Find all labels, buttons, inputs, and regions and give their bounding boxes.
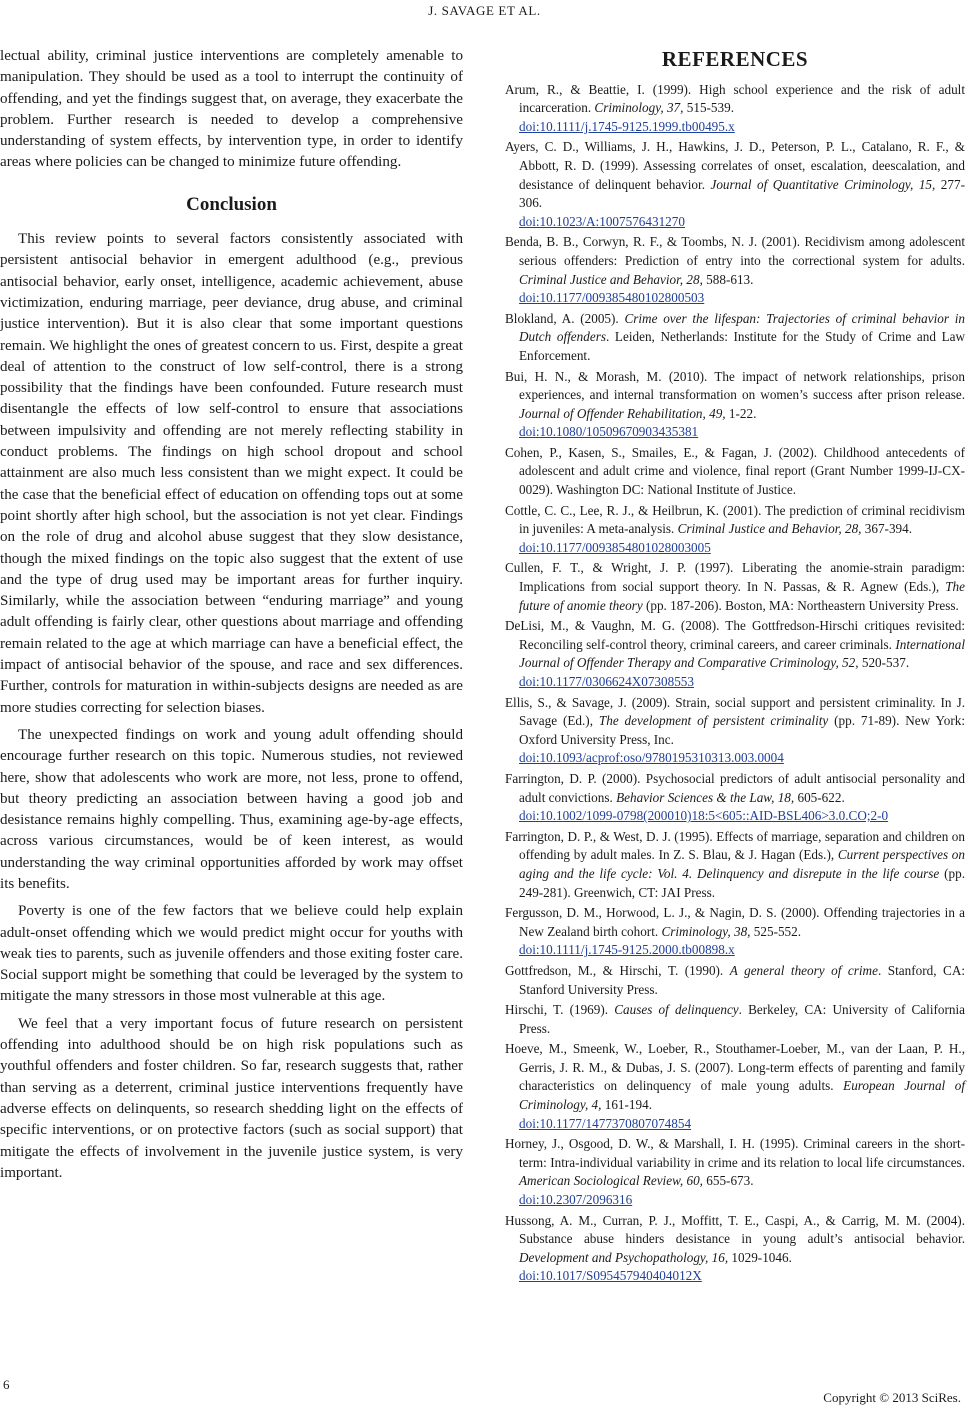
reference-pages: . Leiden, Netherlands: Institute for the Study of Crime and Law Enforcement.: [519, 329, 965, 363]
page-number: 6: [3, 1377, 10, 1392]
doi-link[interactable]: doi:10.1111/j.1745-9125.1999.tb00495.x: [519, 118, 735, 134]
doi-link[interactable]: doi:10.1177/1477370807074854: [519, 1115, 692, 1131]
reference-source-title: Current perspectives on aging and the life cycle: Vol. 4. Delinquency and disrepute in the life course: [519, 847, 965, 881]
references-heading: REFERENCES: [661, 47, 809, 71]
reference-source-title: European Journal of Criminology, 4,: [519, 1078, 965, 1113]
reference-text: Cottle, C. C., Lee, R. J., & Heilbrun, K. (2001). The prediction of criminal recidivism in juveniles: A meta-analysis.: [505, 502, 965, 537]
reference-item: [505, 233, 965, 307]
reference-item: [505, 502, 965, 558]
reference-text: DeLisi, M., & Vaughn, M. G. (2008). The Gottfredson-Hirschi critiques revisited: Reconciling self-control theory, criminal careers, and career criminals.: [505, 618, 965, 652]
reference-pages: 367-394.: [861, 521, 913, 537]
reference-text: Bui, H. N., & Morash, M. (2010). The impact of network relationships, prison experiences, and internal transformation on women’s success after prison release.: [505, 368, 965, 403]
references-column: [505, 47, 966, 1288]
reference-text: Horney, J., Osgood, D. W., & Marshall, I. H. (1995). Criminal careers in the short-term: Intra-individual variability in crime and its relation to local life circumstances.: [505, 1136, 965, 1170]
reference-source-title: American Sociological Review, 60,: [519, 1173, 703, 1189]
reference-source-title: Criminal Justice and Behavior, 28,: [519, 271, 703, 287]
doi-link[interactable]: doi:10.1017/S095457940404012X: [519, 1268, 702, 1284]
running-head: J. SAVAGE ET AL.: [428, 3, 541, 18]
reference-item: [505, 368, 965, 442]
reference-item: [505, 617, 965, 691]
reference-item: [505, 962, 965, 999]
reference-pages: 277-306.: [519, 176, 965, 211]
conclusion-paragraph-1: This review points to several factors consistently associated with persistent antisocial behavior in emergent adulthood (e.g., previous antisocial behavior, early onset, intelligence, academic achievement, abuse victimization, enduring marriage, peer deviance, drug abuse, and criminal justice intervention). But it is also clear that some important questions remain. We highlight the ones of greatest concern to us. First, despite a great deal of attention to the construct of low self-control, there is a strong possibility that the findings have been confounded. Future research must disentangle the effects of low self-control to ensure that associations between impulsivity and offending are not merely reflecting stability in conduct problems. The findings on high school dropout and school attainment are also much less consistent than we might expect. It could be the case that the beneficial effect of education on offending tops out at some point shortly after high school, but the association is not yet clear. Findings on the role of drug and alcohol abuse suggest that they slow desistance, though the mixed findings on the topic also suggest that the extent of use and the type of drug used may be important areas for further inquiry. Similarly, while the association between “enduring marriage” and young adult offending is fairly clear, other questions about marriage and offending remain related to the age at which marriage can have a beneficial effect, the impact of antisocial behavior of the spouse, and race and sex differences. Further, controls for maturation in within-subjects designs are needed as are more studies correcting for selection biases.: [0, 231, 463, 716]
reference-pages: . Berkeley, CA: University of California Press.: [519, 1002, 965, 1036]
reference-text: Hirschi, T. (1969).: [505, 1002, 615, 1018]
reference-list: [505, 81, 965, 1286]
reference-pages: 655-673.: [702, 1173, 754, 1189]
reference-source-title: Journal of Quantitative Criminology, 15,: [710, 176, 936, 192]
reference-text: Benda, B. B., Corwyn, R. F., & Toombs, N. J. (2001). Recidivism among adolescent serious offenders: Prediction of entry into the correctional system for adults.: [505, 234, 965, 268]
reference-text: Fergusson, D. M., Horwood, L. J., & Nagin, D. S. (2000). Offending trajectories in a New Zealand birth cohort.: [505, 905, 965, 939]
reference-source-title: Criminology, 37,: [594, 100, 684, 116]
doi-link[interactable]: doi:10.2307/2096316: [519, 1192, 633, 1208]
reference-source-title: Behavior Sciences & the Law, 18,: [616, 789, 795, 805]
doi-link[interactable]: doi:10.1177/0306624X07308553: [519, 674, 694, 689]
reference-item: [505, 310, 965, 366]
reference-item: [505, 694, 965, 768]
reference-text: Cohen, P., Kasen, S., Smailes, E., & Fagan, J. (2002). Childhood antecedents of adolescent and adult crime and violence, final report (Grant Number 1999-IJ-CX-0029). Washington DC: National Institute of Justice.: [505, 444, 965, 498]
reference-item: [505, 444, 965, 500]
doi-link[interactable]: doi:10.1002/1099-0798(200010)18:5<605::AID-BSL406>3.0.CO;2-0: [519, 808, 889, 824]
reference-pages: . Stanford, CA: Stanford University Press.: [519, 962, 966, 997]
reference-pages: 161-194.: [601, 1097, 652, 1113]
conclusion-paragraph-4: We feel that a very important focus of future research on persistent offending into adulthood should be on high risk populations such as youthful offenders and foster children. So far, research suggests that, rather than serving as a deterrent, criminal justice interventions frequently have adverse effects on delinquents, so research shedding light on the effects of specific interventions, or on protective factors (such as social support) that mitigate the effects of involvement in the juvenile justice system, is very important.: [0, 1015, 463, 1181]
reference-text: Cullen, F. T., & Wright, J. P. (1997). Liberating the anomie-strain paradigm: Implications from social support theory. In N. Passas, & R. Agnew (Eds.),: [505, 560, 965, 595]
reference-item: [505, 904, 965, 960]
reference-item: [505, 1212, 965, 1286]
reference-source-title: International Journal of Offender Therapy and Comparative Criminology, 52,: [519, 636, 965, 671]
reference-source-title: The future of anomie theory: [519, 579, 965, 613]
reference-text: Gottfredson, M., & Hirschi, T. (1990).: [505, 962, 730, 978]
reference-item: [505, 559, 965, 615]
reference-pages: 515-539.: [683, 100, 735, 116]
reference-text: Ellis, S., & Savage, J. (2009). Strain, social support and persistent criminality. In J. Savage (Ed.),: [505, 694, 965, 729]
reference-item: [505, 81, 965, 137]
reference-item: [505, 1135, 965, 1209]
doi-link[interactable]: doi:10.1111/j.1745-9125.2000.tb00898.x: [519, 942, 735, 958]
reference-pages: 588-613.: [702, 271, 754, 287]
reference-text: Blokland, A. (2005).: [505, 310, 625, 326]
reference-item: [505, 138, 965, 231]
reference-pages: 1-22.: [725, 405, 757, 421]
intro-paragraph: lectual ability, criminal justice interventions are completely amenable to manipulation. They should be used as a tool to interrupt the continuity of offending, and yet the findings suggest that, on average, they exacerbate the problem. Further research is needed to develop a comprehensive understanding of system effects, by intervention type, in order to identify areas where policies can be changed to minimize future offending.: [0, 48, 463, 171]
reference-item: [505, 1001, 965, 1038]
reference-item: [505, 770, 965, 826]
reference-source-title: Criminal Justice and Behavior, 28,: [677, 521, 862, 537]
doi-link[interactable]: doi:10.1177/009385480102800503: [519, 290, 705, 306]
doi-link[interactable]: doi:10.1080/10509670903435381: [519, 424, 699, 440]
reference-pages: 605-622.: [794, 789, 845, 805]
reference-pages: (pp. 187-206). Boston, MA: Northeastern University Press.: [642, 597, 959, 613]
reference-pages: (pp. 71-89). New York: Oxford University Press, Inc.: [519, 713, 965, 747]
reference-text: Farrington, D. P. (2000). Psychosocial predictors of adult antisocial personality and adult convictions.: [505, 770, 965, 805]
left-column: [0, 46, 463, 1184]
reference-item: [505, 1040, 965, 1133]
conclusion-paragraph-2: The unexpected findings on work and young adult offending should encourage further research on this topic. Numerous studies, not reviewed here, show that adolescents who work are more, not less, prone to offend, but theory predicting an association between having a good job and desistance remains highly compelling. Thus, examining age-by-age effects, across various circumstances, would be of keen interest, as would understanding the way criminal opportunities afforded by work may offset its benefits.: [0, 726, 463, 892]
doi-link[interactable]: doi:10.1177/0093854801028003005: [519, 539, 711, 555]
reference-source-title: The development of persistent criminality: [598, 713, 829, 729]
reference-source-title: Development and Psychopathology, 16,: [519, 1249, 729, 1265]
reference-source-title: Criminology, 38,: [661, 923, 751, 939]
reference-pages: 1029-1046.: [728, 1249, 792, 1265]
reference-pages: 520-537.: [858, 655, 910, 671]
reference-text: Hussong, A. M., Curran, P. J., Moffitt, T. E., Caspi, A., & Carrig, M. M. (2004). Substance abuse hinders desistance in young adult’s antisocial behavior.: [505, 1212, 965, 1247]
conclusion-paragraph-3: Poverty is one of the few factors that we believe could help explain adult-onset offending which we would predict might occur for youths with weak ties to parents, such as juvenile offenders and those exiting foster care. Social support might be something that could be leveraged by the system to mitigate the many stressors in those most vulnerable at this age.: [0, 903, 463, 1005]
reference-text: Arum, R., & Beattie, I. (1999). High school experience and the risk of adult incarceration.: [505, 81, 965, 116]
reference-source-title: Crime over the lifespan: Trajectories of criminal behavior in Dutch offenders: [519, 310, 965, 345]
doi-link[interactable]: doi:10.1023/A:1007576431270: [519, 213, 685, 229]
reference-source-title: Causes of delinquency: [614, 1002, 739, 1018]
reference-text: Farrington, D. P., & West, D. J. (1995). Effects of marriage, separation and children on offending by adult males. In Z. S. Blau, & J. Hagan (Eds.),: [505, 828, 965, 863]
reference-source-title: Journal of Offender Rehabilitation, 49,: [519, 405, 726, 421]
conclusion-heading: Conclusion: [186, 193, 277, 215]
reference-text: Hoeve, M., Smeenk, W., Loeber, R., Stouthamer-Loeber, M., van der Laan, P. H., Gerris, J. R. M., & Dubas, J. S. (2007). Long-term effects of parenting and family characteristics on delinquency of male young adults.: [505, 1041, 965, 1094]
reference-pages: (pp. 249-281). Greenwich, CT: JAI Press.: [519, 865, 965, 900]
reference-text: Ayers, C. D., Williams, J. H., Hawkins, J. D., Peterson, P. L., Catalano, R. F., & Abbott, R. D. (1999). Assessing correlates of onset, escalation, deescalation, and desistance of delinquent behavior.: [505, 139, 965, 192]
reference-source-title: A general theory of crime: [729, 962, 878, 978]
reference-item: [505, 828, 965, 902]
doi-link[interactable]: doi:10.1093/acprof:oso/9780195310313.003.0004: [519, 750, 784, 766]
copyright-notice: Copyright © 2013 SciRes.: [823, 1390, 961, 1405]
reference-pages: 525-552.: [750, 923, 802, 939]
